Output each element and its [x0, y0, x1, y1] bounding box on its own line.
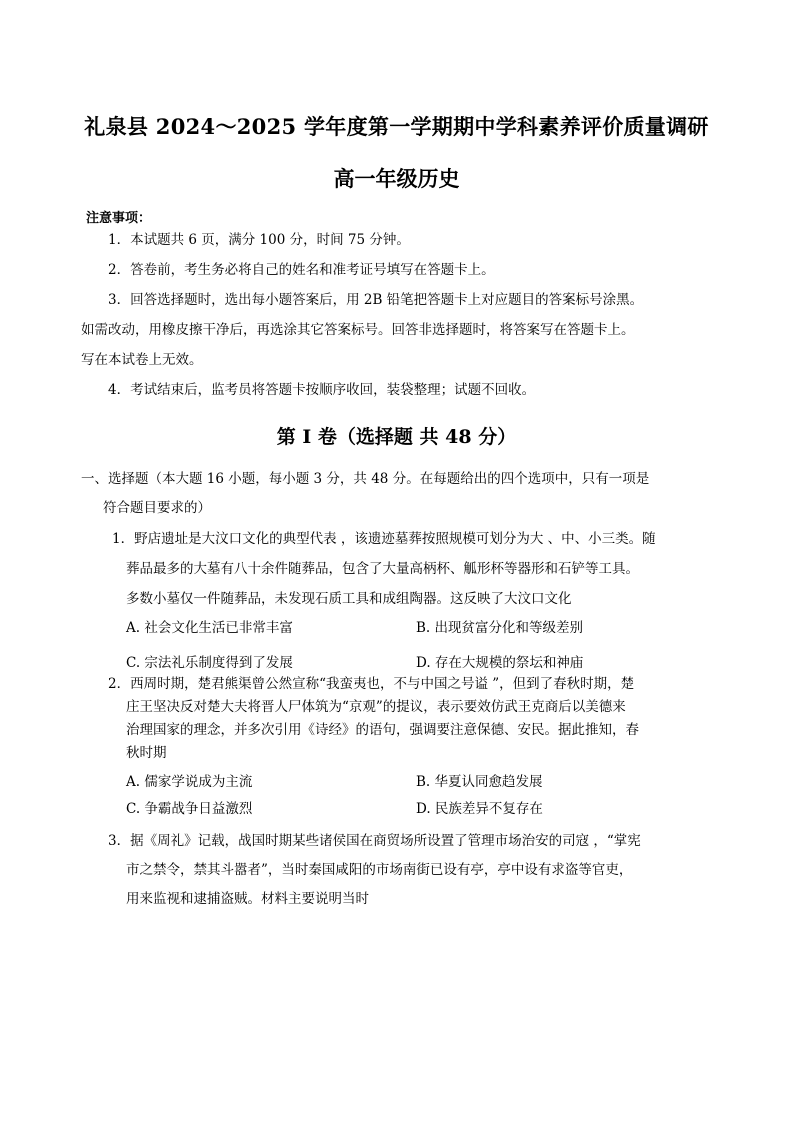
notice-item: 1．本试题共 6 页，满分 100 分，时间 75 分钟。 — [108, 232, 410, 248]
option-c[interactable]: C. 宗法礼乐制度得到了发展 — [126, 655, 293, 671]
notice-heading: 注意事项： — [86, 211, 152, 226]
question-1-line: 1．野店遗址是大汶口文化的典型代表 ，该遗迹墓葬按照规模可划分为大 、中、小三类。随 — [112, 531, 656, 547]
question-1-line: 多数小墓仅一件随葬品，未发现石质工具和成组陶器。这反映了大汶口文化 — [126, 591, 572, 607]
option-c[interactable]: C. 争霸战争日益激烈 — [126, 801, 253, 817]
question-2-line: 秋时期 — [126, 745, 167, 761]
question-2-line: 2．西周时期，楚君熊渠曾公然宣称“我蛮夷也，不与中国之号谥 ”，但到了春秋时期，楚 — [108, 676, 635, 692]
question-3-line: 市之禁令，禁其斗嚣者”，当时秦国咸阳的市场南街已设有亭，亭中设有求盗等官吏， — [126, 862, 633, 878]
option-a[interactable]: A. 儒家学说成为主流 — [126, 774, 253, 790]
notice-item: 2．答卷前，考生务必将自己的姓名和准考证号填写在答题卡上。 — [108, 262, 495, 278]
question-1-line: 葬品最多的大墓有八十余件随葬品，包含了大量高柄杯、觚形杯等器形和石铲等工具。 — [126, 561, 639, 577]
notice-item: 3．回答选择题时，选出每小题答案后，用 2B 铅笔把答题卡上对应题目的答案标号涂黑。 — [108, 292, 644, 308]
question-2-line: 治理国家的理念，并多次引用《诗经》的语句，强调要注意保德、安民。据此推知，春 — [126, 722, 639, 738]
notice-item: 4．考试结束后，监考员将答题卡按顺序收回，装袋整理；试题不回收。 — [108, 382, 536, 398]
notice-item: 如需改动，用橡皮擦干净后，再选涂其它答案标号。回答非选择题时，将答案写在答题卡上。 — [81, 322, 635, 338]
question-3-line: 3．据《周礼》记载，战国时期某些诸侯国在商贸场所设置了管理市场治安的司寇 ，“掌宪 — [108, 833, 641, 849]
section-instruction: 一、选择题（本大题 16 小题，每小题 3 分，共 48 分。在每题给出的四个选项中，只有一项是 — [81, 471, 650, 487]
notice-item: 写在本试卷上无效。 — [81, 352, 203, 368]
option-b[interactable]: B. 出现贫富分化和等级差别 — [416, 620, 584, 636]
section-instruction: 符合题目要求的） — [103, 500, 211, 516]
option-b[interactable]: B. 华夏认同愈趋发展 — [416, 774, 543, 790]
exam-title: 礼泉县 2024～2025 学年度第一学期期中学科素养评价质量调研 — [84, 114, 709, 139]
section-title: 第 I 卷（选择题 共 48 分） — [276, 426, 517, 448]
question-2-line: 庄王坚决反对楚大夫将晋人尸体筑为“京观”的提议，表示要效仿武王克商后以美德来 — [126, 699, 626, 715]
option-d[interactable]: D. 民族差异不复存在 — [416, 801, 543, 817]
question-3-line: 用来监视和逮捕盗贼。材料主要说明当时 — [126, 891, 369, 907]
option-d[interactable]: D. 存在大规模的祭坛和神庙 — [416, 655, 584, 671]
option-a[interactable]: A. 社会文化生活已非常丰富 — [126, 620, 293, 636]
exam-subtitle: 高一年级历史 — [333, 166, 460, 191]
